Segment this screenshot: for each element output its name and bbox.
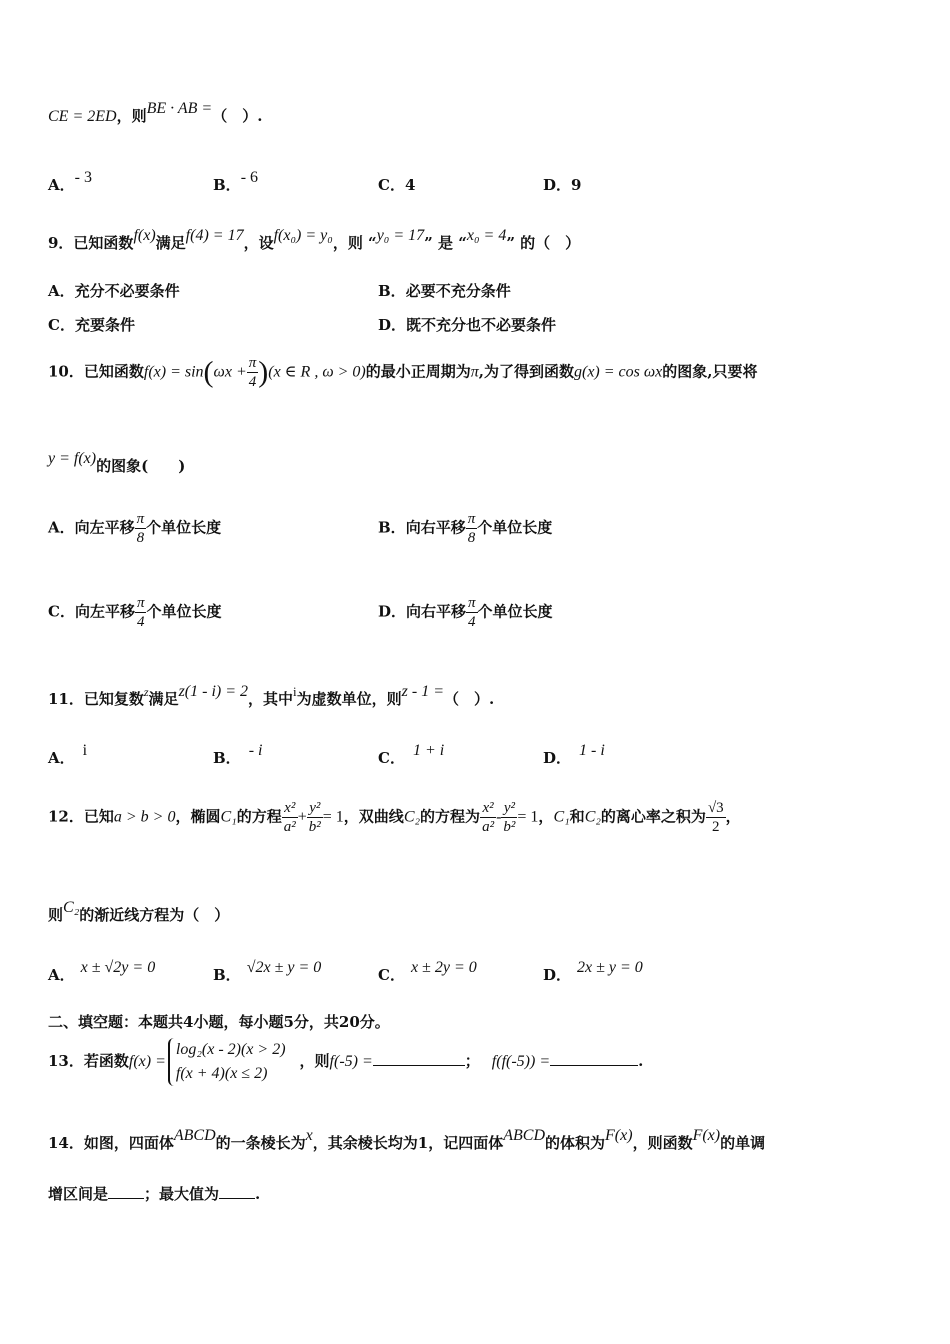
frac-den: 8 [136, 530, 145, 546]
case-2: f(x + 4)(x ≤ 2) [175, 1065, 268, 1082]
option-label: B． [378, 518, 406, 537]
math: i [293, 684, 297, 699]
q9-option-d [378, 314, 556, 335]
math: f(-5) = [329, 1053, 373, 1070]
frac-num: π [136, 595, 145, 611]
q11-option-b [213, 742, 263, 768]
option-label: A． [48, 749, 75, 767]
math: = 1 [517, 808, 539, 826]
option-text: 1 + i [412, 742, 445, 759]
option-text: 1 - i [579, 742, 605, 759]
option-text: 9 [571, 176, 582, 194]
text: ，设 [243, 234, 274, 252]
q8-stem [48, 100, 263, 126]
paren-open: ( [203, 355, 214, 389]
option-text: 个单位长度 [146, 602, 222, 621]
q12-option-a [48, 959, 156, 985]
option-label: D． [543, 749, 572, 767]
pi-over-4 [247, 354, 259, 391]
option-label: D． [543, 966, 572, 984]
text: 的渐近线方程为（ ） [79, 906, 230, 924]
option-text: 向左平移 [74, 602, 135, 621]
option-text: 向右平移 [406, 602, 467, 621]
answer-blank-2[interactable] [219, 1197, 255, 1199]
case-1: log₂(x - 2)(x > 2) [175, 1041, 286, 1058]
q11-option-d [543, 742, 605, 768]
option-text: 个单位长度 [146, 518, 222, 537]
q8-option-b [213, 169, 259, 195]
q10-stem [48, 354, 758, 391]
option-text: - 3 [74, 169, 92, 186]
math: π [470, 363, 479, 381]
fraction [466, 594, 478, 631]
frac-num: π [248, 355, 257, 371]
option-label: C． [378, 966, 405, 984]
text: 增区间是 [48, 1185, 109, 1203]
option-text: 个单位长度 [477, 518, 553, 537]
math: F(x) [605, 1127, 633, 1144]
answer-blank-1[interactable] [373, 1064, 465, 1066]
option-text: √2x ± y = 0 [246, 959, 322, 976]
q12-number: 12．已知 [48, 807, 114, 826]
option-text: 向右平移 [405, 518, 466, 537]
q14-number: 14．如图，四面体 [48, 1134, 174, 1152]
math: C₂ [584, 808, 601, 826]
math: F(x) [692, 1127, 721, 1144]
math: (x ∈ R , ω > 0) [268, 363, 366, 381]
text: 的方程 [236, 807, 282, 826]
option-text: 既不充分也不必要条件 [406, 316, 557, 334]
fraction [135, 510, 147, 547]
q9-option-a [48, 280, 180, 301]
fraction [135, 594, 147, 631]
text: . [255, 1185, 261, 1203]
math: C₁ [220, 808, 237, 826]
q9-stem [48, 227, 581, 253]
option-label: B． [213, 176, 241, 194]
frac-num: x² [480, 799, 496, 818]
text: 为虚数单位，则 [296, 690, 402, 708]
text: ，则函数 [632, 1134, 693, 1152]
frac-den: a² [482, 819, 495, 835]
q10-number: 10．已知函数 [48, 362, 144, 381]
option-text: 4 [404, 176, 416, 194]
frac-den: b² [308, 819, 321, 835]
frac-den: 4 [248, 374, 257, 390]
text: 的单调 [720, 1134, 766, 1152]
text: 的方程为 [420, 807, 481, 826]
fraction [706, 799, 726, 836]
text: 满足 [148, 690, 179, 708]
frac-num: y² [501, 799, 517, 818]
math: f(x₀) = y₀ [273, 227, 333, 244]
q11-stem [48, 683, 495, 709]
option-label: D． [378, 602, 407, 621]
text: 的最小正周期为 [365, 362, 471, 381]
fraction [307, 799, 323, 836]
math: ωx + [213, 363, 247, 381]
text: ，双曲线 [343, 807, 404, 826]
option-text: 向左平移 [74, 518, 135, 537]
text: ；最大值为 [144, 1185, 220, 1203]
option-text: x ± 2y = 0 [410, 959, 477, 976]
fraction [282, 799, 298, 836]
frac-den: 4 [136, 614, 145, 630]
q8-paren: （ ）. [212, 107, 263, 125]
option-text: i [82, 742, 88, 759]
q12-option-c [378, 959, 477, 985]
option-label: C． [378, 176, 405, 194]
math: f(4) = 17 [185, 227, 244, 244]
q13-stem [48, 1038, 643, 1086]
q8-option-a [48, 169, 92, 195]
q8-condition: CE = 2ED [48, 108, 117, 125]
frac-num: √3 [707, 800, 724, 816]
q11-number: 11．已知复数 [48, 690, 144, 708]
text: ，则 [299, 1052, 330, 1070]
option-label: A． [48, 518, 75, 537]
option-text: - 6 [240, 169, 259, 186]
answer-blank-2[interactable] [550, 1064, 638, 1066]
text: ， [725, 807, 741, 826]
option-text: 充要条件 [74, 316, 135, 334]
option-text: x ± √2y = 0 [80, 959, 156, 976]
math: + [297, 808, 307, 826]
text: . [638, 1052, 644, 1070]
fraction [466, 510, 478, 547]
frac-den: a² [283, 819, 296, 835]
math: g(x) = cos ωx [574, 363, 663, 381]
math: ABCD [503, 1127, 546, 1144]
option-label: B． [378, 282, 406, 300]
piecewise [168, 1038, 286, 1086]
q8-option-c [378, 174, 415, 195]
paren-close: ) [258, 355, 269, 389]
text: （ ）. [444, 690, 495, 708]
math: z(1 - i) = 2 [178, 683, 249, 700]
q8-expression: BE · AB = [146, 100, 213, 117]
option-label: C． [48, 316, 75, 334]
math: z [143, 685, 149, 699]
frac-den: 2 [712, 819, 720, 835]
text: ” 是 “ [424, 234, 467, 252]
q11-option-c [378, 742, 445, 768]
option-label: A． [48, 176, 75, 194]
text: ； [464, 1052, 480, 1070]
math: a > b > 0 [113, 808, 176, 826]
q10-option-d [378, 594, 553, 631]
text: ，则 “ [332, 234, 377, 252]
math: C₂ [403, 808, 421, 826]
math: y = f(x) [48, 450, 97, 467]
text: ，其余棱长均为1，记四面体 [312, 1134, 504, 1152]
q12-stem [48, 799, 741, 836]
math: C₁ [553, 808, 570, 826]
q13-number: 13．若函数 [48, 1052, 129, 1070]
text: 的一条棱长为 [215, 1134, 306, 1152]
frac-den: 4 [468, 614, 476, 630]
option-label: D． [543, 176, 572, 194]
frac-den: 8 [467, 530, 476, 546]
q10-option-c [48, 594, 222, 631]
option-label: C． [48, 602, 75, 621]
text: ” 的（ ） [506, 234, 581, 252]
option-text: - i [248, 742, 263, 759]
text: 的图象( ) [96, 457, 186, 475]
text: 的图象,只要将 [662, 362, 758, 381]
math: f(x) [133, 227, 156, 244]
math: = 1 [322, 808, 344, 826]
math: - [496, 808, 502, 826]
q14-stem-line2 [48, 1183, 260, 1204]
q10-option-a [48, 510, 221, 547]
option-label: B． [213, 749, 241, 767]
q8-sep: ，则 [116, 107, 147, 125]
q9-option-b [378, 280, 511, 301]
option-label: A． [48, 966, 75, 984]
math: f(x) = [128, 1053, 166, 1070]
text: ，椭圆 [175, 807, 221, 826]
option-text: 2x ± y = 0 [577, 959, 643, 976]
fraction [501, 799, 517, 836]
option-text: 个单位长度 [477, 602, 553, 621]
frac-den: b² [503, 819, 516, 835]
frac-num: π [468, 595, 476, 611]
frac-num: π [136, 511, 145, 527]
math: x [305, 1127, 313, 1144]
text: 的离心率之积为 [600, 807, 706, 826]
q12-option-d [543, 959, 643, 985]
math: x₀ = 4 [466, 227, 507, 244]
math: ABCD [173, 1127, 216, 1144]
q8-option-d [543, 174, 581, 195]
section-2-title: 二、填空题：本题共4小题，每小题5分，共20分。 [48, 1013, 390, 1031]
math: y₀ = 17 [376, 227, 425, 244]
option-label: A． [48, 282, 75, 300]
q11-option-a [48, 742, 88, 768]
q10-stem-line2 [48, 450, 186, 476]
math: C₂ [63, 899, 80, 916]
text: ,为了得到函数 [478, 362, 574, 381]
text: ， [538, 807, 554, 826]
math: f(x) = sin [143, 363, 204, 381]
option-label: D． [378, 316, 407, 334]
frac-num: π [467, 511, 476, 527]
option-text: 必要不充分条件 [405, 282, 511, 300]
q9-number: 9．已知函数 [48, 234, 134, 252]
text: ，其中 [248, 690, 294, 708]
q10-option-b [378, 510, 552, 547]
text: 则 [48, 906, 64, 924]
option-text: 充分不必要条件 [74, 282, 180, 300]
text: 和 [569, 807, 585, 826]
frac-num: y² [307, 799, 323, 818]
text: 满足 [155, 234, 186, 252]
q12-option-b [213, 959, 322, 985]
text: 的体积为 [545, 1134, 606, 1152]
option-label: B． [213, 966, 241, 984]
answer-blank-1[interactable] [108, 1197, 144, 1199]
q9-option-c [48, 314, 135, 335]
math: f(f(-5)) = [491, 1053, 551, 1070]
fraction [480, 799, 496, 836]
frac-num: x² [282, 799, 298, 818]
math: z - 1 = [401, 683, 445, 700]
q14-stem [48, 1127, 766, 1153]
option-label: C． [378, 749, 405, 767]
q12-stem-line2 [48, 899, 230, 925]
